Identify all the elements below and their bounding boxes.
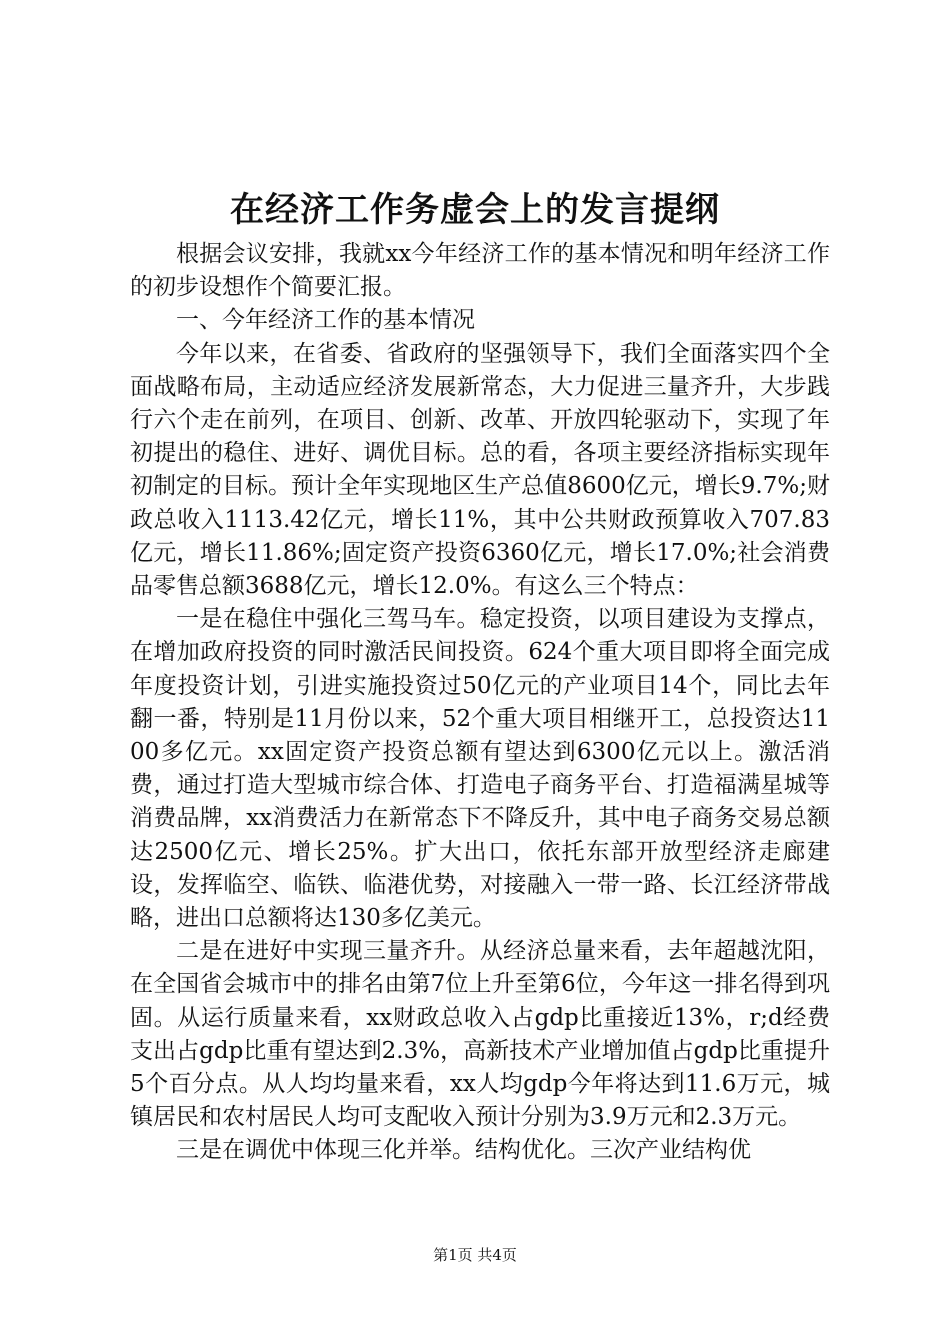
- section-heading: 一、今年经济工作的基本情况: [176, 307, 475, 334]
- paragraph-intro: 根据会议安排，我就xx今年经济工作的基本情况和明年经济工作的初步设想作个简要汇报。: [130, 241, 830, 301]
- document-body: [130, 238, 830, 1168]
- paragraph-point-three: 三是在调优中体现三化并举。结构优化。三次产业结构优: [176, 1137, 751, 1164]
- page-number-footer: 第1页 共4页: [433, 1246, 517, 1264]
- document-title: 在经济工作务虚会上的发言提纲: [230, 190, 720, 230]
- paragraph-point-two: 二是在进好中实现三量齐升。从经济总量来看，去年超越沈阳，在全国省会城市中的排名由第7位上升至第6位，今年这一排名得到巩固。从运行质量来看，xx财政总收入占gdp比重接近13%，r;d经费支出占gdp比重有望达到2.3%，高新技术产业增加值占gdp比重提升5个百分点。从人均均量来看，xx人均gdp今年将达到11.6万元，城镇居民和农村居民人均可支配收入预计分别为3.9万元和2.3万元。: [130, 938, 830, 1131]
- paragraph-point-one: 一是在稳住中强化三驾马车。稳定投资，以项目建设为支撑点，在增加政府投资的同时激活民间投资。624个重大项目即将全面完成年度投资计划，引进实施投资过50亿元的产业项目14个，同比去年翻一番，特别是11月份以来，52个重大项目相继开工，总投资达1100多亿元。xx固定资产投资总额有望达到6300亿元以上。激活消费，通过打造大型城市综合体、打造电子商务平台、打造福满星城等消费品牌，xx消费活力在新常态下不降反升，其中电子商务交易总额达2500亿元、增长25%。扩大出口，依托东部开放型经济走廊建设，发挥临空、临铁、临港优势，对接融入一带一路、长江经济带战略，进出口总额将达130多亿美元。: [130, 606, 830, 932]
- paragraph-overview: 今年以来，在省委、省政府的坚强领导下，我们全面落实四个全面战略布局，主动适应经济发展新常态，大力促进三量齐升，大步践行六个走在前列，在项目、创新、改革、开放四轮驱动下，实现了年初提出的稳住、进好、调优目标。总的看，各项主要经济指标实现年初制定的目标。预计全年实现地区生产总值8600亿元，增长9.7%;财政总收入1113.42亿元，增长11%，其中公共财政预算收入707.83亿元，增长11.86%;固定资产投资6360亿元，增长17.0%;社会消费品零售总额3688亿元，增长12.0%。有这么三个特点：: [130, 340, 830, 600]
